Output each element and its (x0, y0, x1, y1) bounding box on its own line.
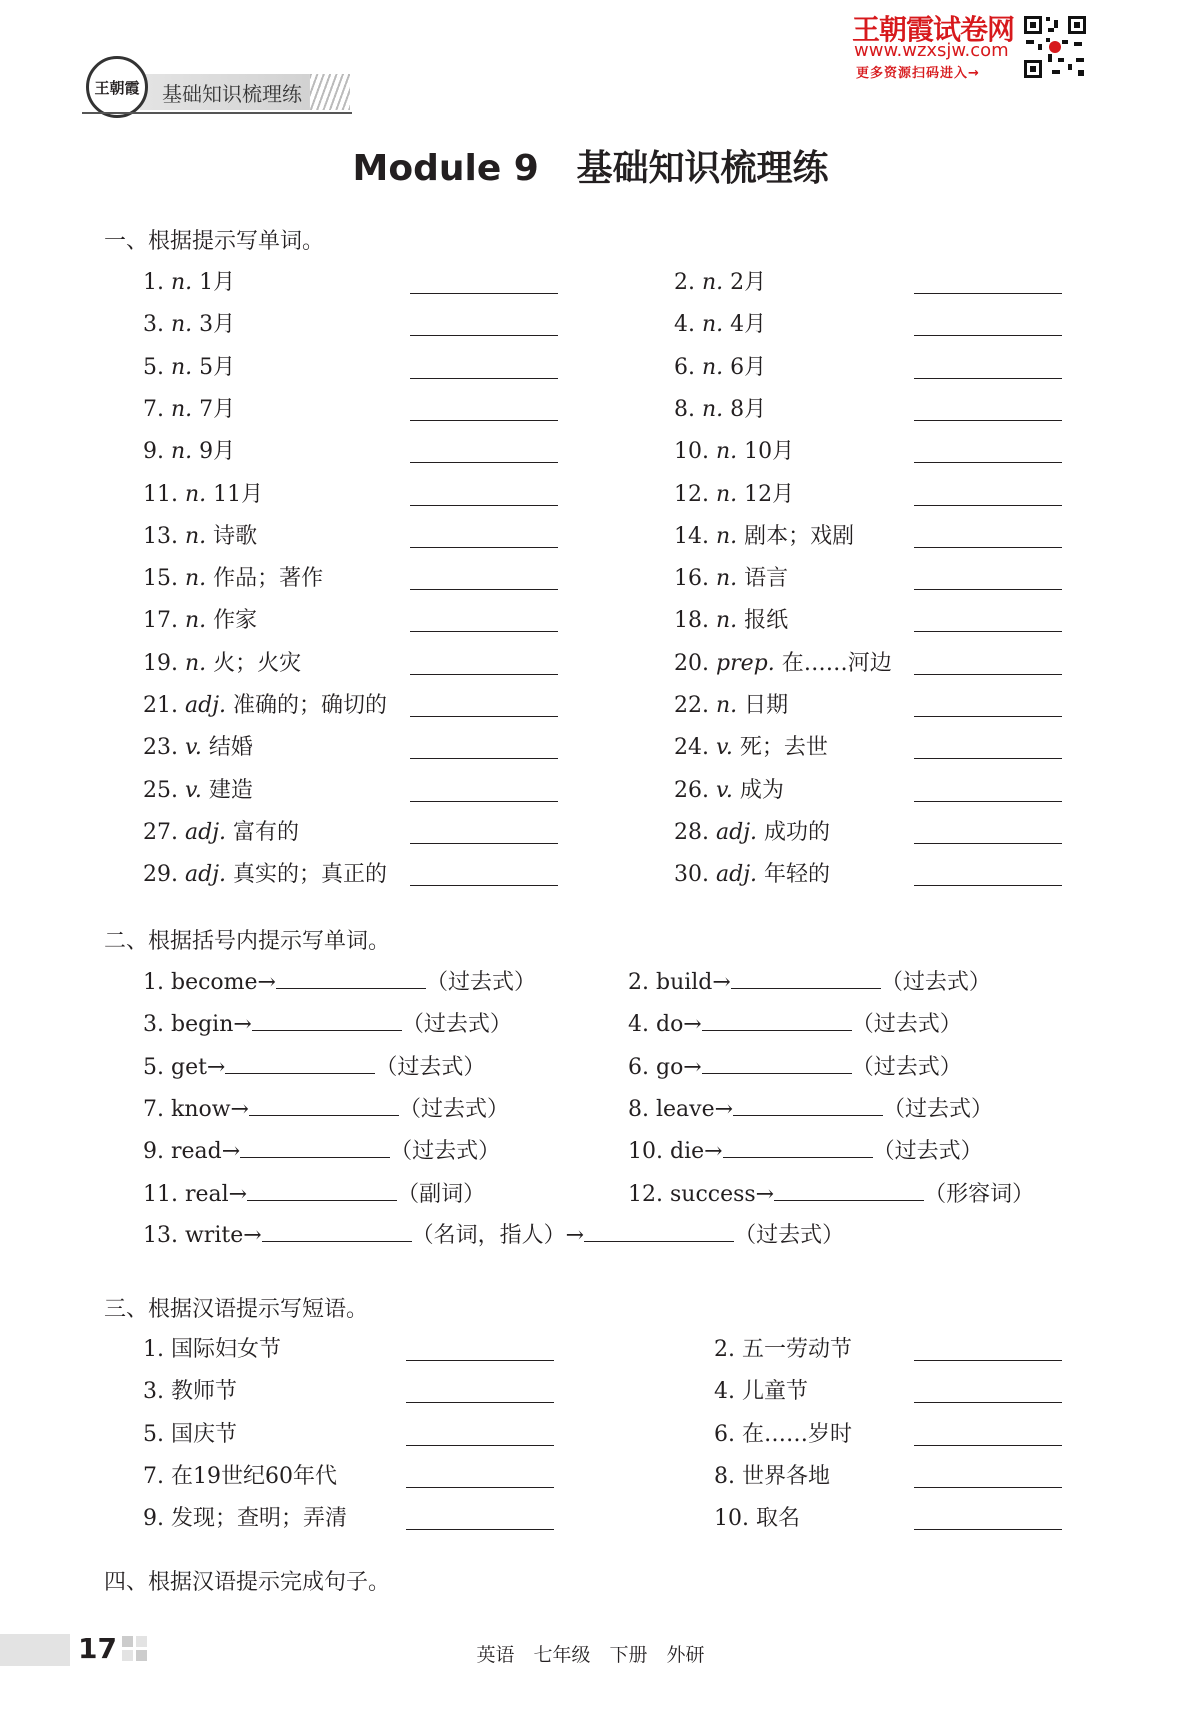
answer-blank[interactable] (247, 1182, 397, 1201)
section-1-item (674, 561, 788, 592)
item-pos: n. (716, 608, 738, 633)
item-number: 24. (674, 735, 709, 760)
answer-blank[interactable] (723, 1139, 873, 1158)
answer-blank[interactable] (914, 293, 1062, 294)
item-pos: n. (185, 566, 207, 591)
answer-blank[interactable] (914, 1529, 1062, 1530)
section-1-item (143, 646, 301, 677)
section-1-heading: 一、根据提示写单词。 (104, 229, 325, 254)
answer-blank[interactable] (410, 758, 558, 759)
item-pos: v. (716, 778, 733, 803)
section-1-item (674, 434, 794, 465)
answer-blank[interactable] (262, 1223, 412, 1242)
answer-blank[interactable] (774, 1182, 924, 1201)
section-1-item (674, 519, 854, 550)
item-number: 17. (143, 608, 178, 633)
answer-blank[interactable] (914, 547, 1062, 548)
item-hint: 成为 (739, 778, 784, 803)
answer-blank[interactable] (410, 547, 558, 548)
item-suffix: （过去式） (872, 1139, 983, 1164)
item-number: 26. (674, 778, 709, 803)
item-suffix: （形容词） (924, 1182, 1035, 1207)
item-number: 6. (674, 355, 695, 380)
section-1-item (143, 730, 253, 761)
answer-blank[interactable] (410, 378, 558, 379)
answer-blank[interactable] (914, 378, 1062, 379)
item-hint: 作家 (213, 608, 258, 633)
section-3-item: 7. 在19世纪60年代 (143, 1464, 337, 1489)
section-1-item (143, 392, 235, 423)
section-2-item (628, 1092, 993, 1123)
item-hint: 3月 (199, 312, 236, 337)
item-pos: adj. (185, 693, 227, 718)
item-hint: 火；火灾 (213, 651, 302, 676)
item-pos: n. (702, 312, 724, 337)
item-suffix: （过去式） (880, 970, 991, 995)
item-prefix: 6. go→ (628, 1055, 702, 1080)
item-prefix: 3. begin→ (143, 1012, 252, 1037)
answer-blank[interactable] (914, 1360, 1062, 1361)
item-hint: 7月 (199, 397, 236, 422)
item-hint: 死；去世 (739, 735, 828, 760)
item-prefix: 8. leave→ (628, 1097, 734, 1122)
answer-blank[interactable] (276, 970, 426, 989)
answer-blank[interactable] (410, 716, 558, 717)
item-suffix: （过去式） (851, 1012, 962, 1037)
item-hint: 5月 (199, 355, 236, 380)
item-number: 22. (674, 693, 709, 718)
answer-blank[interactable] (240, 1139, 390, 1158)
item-pos: adj. (185, 862, 227, 887)
item-hint: 建造 (208, 778, 253, 803)
item-number: 12. (674, 482, 709, 507)
item-hint: 诗歌 (213, 524, 258, 549)
section-1-item (143, 688, 387, 719)
section-3-item: 2. 五一劳动节 (714, 1337, 852, 1362)
answer-blank[interactable] (702, 1055, 852, 1074)
answer-blank[interactable] (406, 1445, 554, 1446)
item-suffix: （过去式） (883, 1097, 994, 1122)
item-number: 7. (143, 397, 164, 422)
answer-blank[interactable] (702, 1012, 852, 1031)
item-number: 25. (143, 778, 178, 803)
item-suffix: （过去式） (401, 1012, 512, 1037)
item-hint: 8月 (730, 397, 767, 422)
brand-url[interactable]: www.wzxsjw.com (854, 40, 1009, 61)
brand-name: 王朝霞试卷网 (852, 13, 1015, 46)
section-1-item (674, 477, 794, 508)
answer-blank[interactable] (914, 843, 1062, 844)
section-1-item (674, 392, 766, 423)
item-hint: 10月 (744, 439, 795, 464)
item-hint: 11月 (213, 482, 264, 507)
section-3-item: 6. 在……岁时 (714, 1422, 852, 1447)
item-hint: 真实的；真正的 (233, 862, 388, 887)
section-2-item (143, 1134, 500, 1165)
item-pos: n. (171, 312, 193, 337)
item-pos: n. (185, 482, 207, 507)
answer-blank[interactable] (406, 1360, 554, 1361)
item-pos: n. (185, 524, 207, 549)
item-hint: 语言 (744, 566, 789, 591)
item-prefix: 5. get→ (143, 1055, 226, 1080)
item-pos: n. (716, 693, 738, 718)
answer-blank[interactable] (914, 589, 1062, 590)
item-prefix: 11. real→ (143, 1182, 248, 1207)
item-pos: n. (702, 355, 724, 380)
section-1-item (143, 603, 257, 634)
item-number: 16. (674, 566, 709, 591)
item-suffix: （过去式） (851, 1055, 962, 1080)
item-13-middle: （名词，指人）→ (411, 1223, 585, 1248)
item-pos: adj. (716, 862, 758, 887)
page-title: Module 9 基础知识梳理练 (352, 148, 829, 189)
answer-blank[interactable] (410, 631, 558, 632)
item-number: 3. (143, 312, 164, 337)
item-pos: n. (171, 397, 193, 422)
item-number: 11. (143, 482, 178, 507)
answer-blank[interactable] (914, 674, 1062, 675)
item-pos: adj. (716, 820, 758, 845)
answer-blank[interactable] (410, 420, 558, 421)
section-1-item (674, 730, 828, 761)
header-section-label: 基础知识梳理练 (162, 82, 302, 106)
item-hint: 日期 (744, 693, 789, 718)
header-divider (82, 112, 352, 114)
answer-blank[interactable] (584, 1223, 734, 1242)
section-3-item: 4. 儿童节 (714, 1379, 808, 1404)
item-pos: n. (171, 439, 193, 464)
item-pos: v. (716, 735, 733, 760)
item-pos: n. (702, 397, 724, 422)
answer-blank[interactable] (914, 420, 1062, 421)
section-1-item (143, 561, 323, 592)
item-number: 27. (143, 820, 178, 845)
item-suffix: （副词） (397, 1182, 486, 1207)
item-hint: 成功的 (764, 820, 831, 845)
section-1-item (674, 646, 892, 677)
answer-blank[interactable] (914, 1402, 1062, 1403)
section-1-item (143, 265, 235, 296)
item-number: 13. (143, 524, 178, 549)
item-pos: n. (185, 608, 207, 633)
section-3-item: 10. 取名 (714, 1506, 800, 1531)
answer-blank[interactable] (410, 801, 558, 802)
answer-blank[interactable] (410, 589, 558, 590)
answer-blank[interactable] (410, 335, 558, 336)
item-suffix: （过去式） (390, 1139, 501, 1164)
section-2-item (628, 1007, 962, 1038)
answer-blank[interactable] (410, 674, 558, 675)
answer-blank[interactable] (410, 843, 558, 844)
section-3-item: 5. 国庆节 (143, 1422, 237, 1447)
answer-blank[interactable] (914, 716, 1062, 717)
item-pos: n. (716, 566, 738, 591)
item-hint: 9月 (199, 439, 236, 464)
answer-blank[interactable] (410, 293, 558, 294)
item-prefix: 7. know→ (143, 1097, 249, 1122)
logo-text: 王朝霞 (94, 78, 140, 97)
answer-blank[interactable] (410, 462, 558, 463)
item-number: 20. (674, 651, 709, 676)
section-1-item (674, 815, 830, 846)
section-1-item (674, 350, 766, 381)
section-1-item (143, 307, 235, 338)
item-suffix: （过去式） (375, 1055, 486, 1080)
answer-blank[interactable] (252, 1012, 402, 1031)
item-prefix: 10. die→ (628, 1139, 723, 1164)
item-pos: n. (716, 482, 738, 507)
item-number: 15. (143, 566, 178, 591)
item-number: 4. (674, 312, 695, 337)
answer-blank[interactable] (914, 1445, 1062, 1446)
item-hint: 作品；著作 (213, 566, 324, 591)
item-number: 30. (674, 862, 709, 887)
section-1-item (143, 773, 253, 804)
answer-blank[interactable] (249, 1097, 399, 1116)
section-1-item (143, 857, 387, 888)
item-13-prefix: 13. write→ (143, 1223, 262, 1248)
item-hint: 6月 (730, 355, 767, 380)
section-1-item (143, 519, 257, 550)
item-pos: adj. (185, 820, 227, 845)
item-number: 2. (674, 270, 695, 295)
section-1-item (674, 857, 830, 888)
item-prefix: 12. success→ (628, 1182, 775, 1207)
answer-blank[interactable] (225, 1055, 375, 1074)
section-3-heading: 三、根据汉语提示写短语。 (104, 1297, 369, 1322)
item-hint: 年轻的 (764, 862, 831, 887)
section-4-heading: 四、根据汉语提示完成句子。 (104, 1570, 391, 1595)
section-1-item (143, 434, 235, 465)
answer-blank[interactable] (914, 1487, 1062, 1488)
item-hint: 2月 (730, 270, 767, 295)
item-hint: 报纸 (744, 608, 789, 633)
section-2-item (628, 1177, 1034, 1208)
section-3-item: 8. 世界各地 (714, 1464, 830, 1489)
answer-blank[interactable] (410, 505, 558, 506)
header-stripes (310, 74, 350, 110)
item-pos: n. (702, 270, 724, 295)
section-2-item (143, 1007, 512, 1038)
answer-blank[interactable] (914, 631, 1062, 632)
item-prefix: 9. read→ (143, 1139, 241, 1164)
section-1-item (674, 603, 788, 634)
item-prefix: 1. become→ (143, 970, 276, 995)
item-number: 23. (143, 735, 178, 760)
answer-blank[interactable] (731, 970, 881, 989)
item-number: 29. (143, 862, 178, 887)
answer-blank[interactable] (914, 885, 1062, 886)
section-3-item: 9. 发现；查明；弄清 (143, 1506, 347, 1531)
answer-blank[interactable] (410, 885, 558, 886)
section-2-item (628, 1050, 962, 1081)
item-hint: 在……河边 (781, 651, 892, 676)
item-pos: prep. (716, 651, 775, 676)
section-1-item (674, 265, 766, 296)
item-suffix: （过去式） (425, 970, 536, 995)
section-1-item (143, 477, 263, 508)
item-suffix: （过去式） (399, 1097, 510, 1122)
item-number: 18. (674, 608, 709, 633)
item-pos: n. (716, 524, 738, 549)
section-1-item (674, 688, 788, 719)
section-3-item: 1. 国际妇女节 (143, 1337, 281, 1362)
item-hint: 4月 (730, 312, 767, 337)
item-number: 21. (143, 693, 178, 718)
item-number: 10. (674, 439, 709, 464)
section-2-item-13 (143, 1218, 844, 1249)
item-number: 14. (674, 524, 709, 549)
item-pos: n. (716, 439, 738, 464)
item-number: 19. (143, 651, 178, 676)
item-hint: 富有的 (233, 820, 300, 845)
section-1-item (674, 773, 784, 804)
answer-blank[interactable] (733, 1097, 883, 1116)
item-13-suffix: （过去式） (734, 1223, 845, 1248)
item-number: 1. (143, 270, 164, 295)
brand-logo (86, 56, 148, 118)
answer-blank[interactable] (914, 505, 1062, 506)
answer-blank[interactable] (914, 462, 1062, 463)
answer-blank[interactable] (914, 758, 1062, 759)
item-prefix: 4. do→ (628, 1012, 702, 1037)
section-1-item (143, 350, 235, 381)
section-1-item (674, 307, 766, 338)
answer-blank[interactable] (914, 335, 1062, 336)
footer-book-info: 英语 七年级 下册 外研 (476, 1644, 705, 1666)
section-2-item (628, 1134, 983, 1165)
answer-blank[interactable] (406, 1487, 554, 1488)
answer-blank[interactable] (914, 801, 1062, 802)
item-hint: 剧本；戏剧 (744, 524, 855, 549)
section-2-heading: 二、根据括号内提示写单词。 (104, 929, 391, 954)
item-hint: 1月 (199, 270, 236, 295)
item-number: 9. (143, 439, 164, 464)
item-prefix: 2. build→ (628, 970, 731, 995)
item-pos: n. (171, 270, 193, 295)
brand-slogan: 更多资源扫码进入→ (856, 66, 980, 81)
section-2-item (143, 1050, 485, 1081)
item-number: 5. (143, 355, 164, 380)
section-2-item (143, 965, 536, 996)
answer-blank[interactable] (406, 1402, 554, 1403)
section-1-item (143, 815, 299, 846)
item-pos: n. (171, 355, 193, 380)
item-number: 8. (674, 397, 695, 422)
item-pos: n. (185, 651, 207, 676)
section-2-item (628, 965, 991, 996)
answer-blank[interactable] (406, 1529, 554, 1530)
item-hint: 结婚 (208, 735, 253, 760)
item-hint: 12月 (744, 482, 795, 507)
page-number: 17 (78, 1632, 117, 1665)
item-pos: v. (185, 778, 202, 803)
section-2-item (143, 1177, 485, 1208)
qr-code-icon[interactable] (1022, 14, 1088, 80)
item-hint: 准确的；确切的 (233, 693, 388, 718)
item-number: 28. (674, 820, 709, 845)
section-2-item (143, 1092, 509, 1123)
item-pos: v. (185, 735, 202, 760)
section-3-item: 3. 教师节 (143, 1379, 237, 1404)
